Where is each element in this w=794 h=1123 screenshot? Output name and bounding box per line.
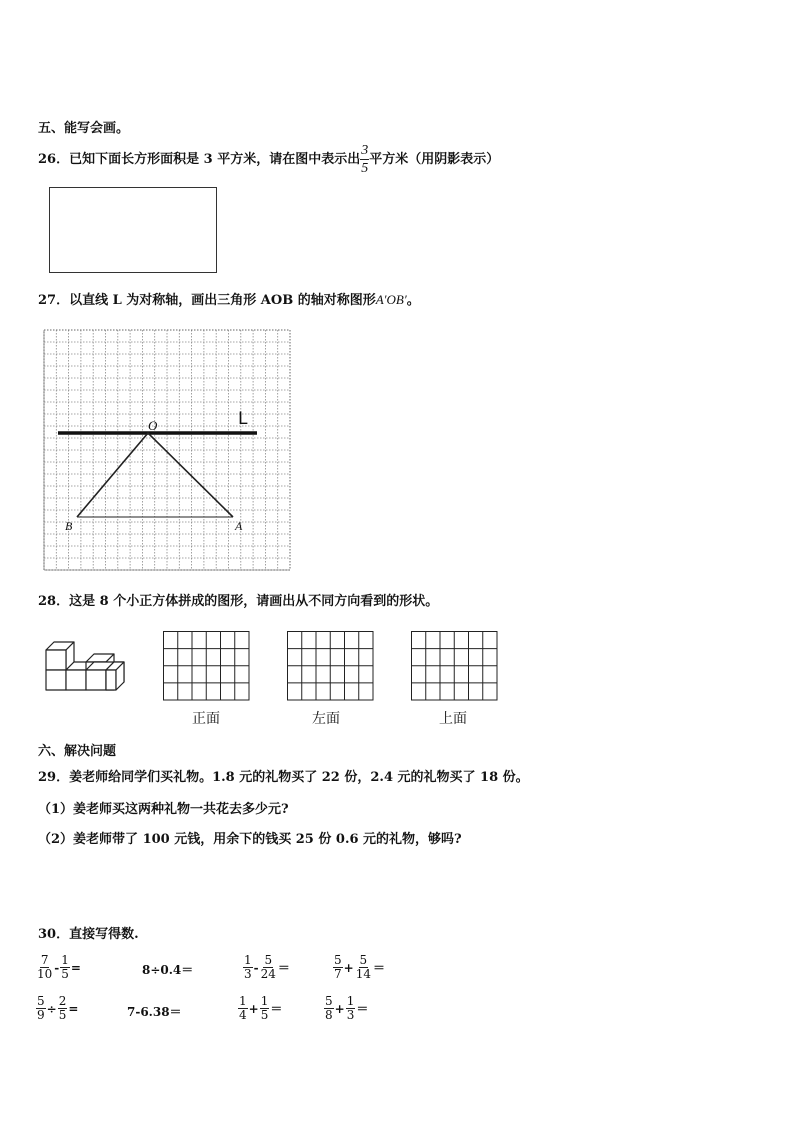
- fraction-denominator: 14: [355, 967, 371, 981]
- left-view-grid[interactable]: [287, 631, 374, 701]
- symmetry-grid-figure[interactable]: [40, 326, 292, 574]
- question-30-title: 30．直接写得数.: [38, 927, 139, 942]
- equals-sign: ＝: [356, 1002, 369, 1016]
- question-27: [38, 292, 420, 309]
- point-label-a: A: [235, 519, 243, 533]
- calc-item-5: [36, 995, 79, 1022]
- rectangle-area-figure[interactable]: [49, 187, 217, 273]
- fraction-numerator: 1: [346, 994, 355, 1008]
- calc-item-7: [238, 995, 283, 1022]
- question-26: [38, 142, 499, 177]
- question-26-text-end: 平方米（用阴影表示）: [369, 151, 500, 167]
- symmetric-triangle-label: A′OB′: [375, 292, 407, 307]
- question-26-text: 26．已知下面长方形面积是 3 平方米，请在图中表示出: [38, 151, 361, 167]
- question-29: 29．姜老师给同学们买礼物。1.8 元的礼物买了 22 份，2.4 元的礼物买了 18 份。: [38, 770, 529, 785]
- fraction-numerator: 5: [334, 953, 342, 967]
- fraction-denominator: 3: [346, 1008, 355, 1022]
- question-29-part-1: （1）姜老师买这两种礼物一共花去多少元?: [38, 802, 289, 817]
- section-6-heading: 六、解决问题: [38, 744, 117, 759]
- question-28: 28．这是 8 个小正方体拼成的图形，请画出从不同方向看到的形状。: [38, 594, 439, 609]
- equals-sign: ＝: [277, 961, 290, 975]
- line-label-l: L: [238, 409, 248, 429]
- fraction-denominator: 9: [37, 1008, 45, 1022]
- fraction-denominator: 24: [260, 967, 276, 981]
- point-label-b: B: [65, 519, 73, 533]
- operator: ÷: [46, 1001, 57, 1016]
- equals-sign: ＝: [270, 1002, 283, 1016]
- fraction-denominator: 10: [37, 967, 53, 981]
- fraction-numerator: 1: [239, 994, 247, 1008]
- point-label-o: O: [148, 418, 158, 433]
- fraction-numerator: 1: [244, 953, 252, 967]
- calc-item-6: 7-6.38＝: [127, 1005, 182, 1019]
- equals-sign: ＝: [372, 961, 385, 975]
- fraction-numerator: 5: [359, 953, 368, 967]
- fraction-numerator: 5: [37, 994, 45, 1008]
- fraction-denominator: 5: [58, 1008, 67, 1022]
- equals-sign: =: [70, 960, 81, 975]
- operator: +: [343, 960, 354, 975]
- calc-item-1: [36, 954, 82, 981]
- fraction-numerator: 2: [58, 994, 67, 1008]
- calc-item-3: [243, 954, 291, 981]
- operator: -: [54, 960, 60, 975]
- question-27-text: 27．以直线 L 为对称轴，画出三角形 AOB 的轴对称图形: [38, 293, 376, 308]
- question-27-period: 。: [406, 293, 420, 308]
- fraction-denominator: 8: [325, 1008, 333, 1022]
- top-view-label: 上面: [439, 711, 467, 727]
- calc-item-4: [333, 954, 386, 981]
- fraction-denominator: 5: [260, 1008, 269, 1022]
- operator: +: [334, 1001, 345, 1016]
- left-view-label: 左面: [312, 711, 340, 727]
- fraction-numerator: 5: [325, 994, 333, 1008]
- fraction-denominator: 5: [361, 161, 369, 176]
- cube-stack-figure: [40, 636, 130, 696]
- equals-sign: =: [68, 1001, 79, 1016]
- fraction-denominator: 4: [239, 1008, 247, 1022]
- fraction-three-fifths: [360, 142, 369, 177]
- fraction-numerator: 1: [260, 994, 269, 1008]
- top-view-grid[interactable]: [411, 631, 498, 701]
- calc-item-8: [324, 995, 369, 1022]
- fraction-numerator: 3: [361, 143, 369, 158]
- front-view-label: 正面: [192, 711, 220, 727]
- fraction-denominator: 7: [334, 967, 342, 981]
- fraction-denominator: 3: [244, 967, 252, 981]
- fraction-numerator: 7: [40, 953, 49, 967]
- calc-item-2: 8÷0.4＝: [142, 963, 194, 977]
- fraction-numerator: 1: [61, 953, 69, 967]
- section-5-heading: 五、能写会画。: [38, 121, 130, 136]
- fraction-denominator: 5: [61, 967, 69, 981]
- front-view-grid[interactable]: [163, 631, 250, 701]
- operator: +: [248, 1001, 259, 1016]
- question-29-part-2: （2）姜老师带了 100 元钱，用余下的钱买 25 份 0.6 元的礼物，够吗?: [38, 832, 462, 847]
- operator: -: [253, 960, 259, 975]
- fraction-numerator: 5: [264, 953, 273, 967]
